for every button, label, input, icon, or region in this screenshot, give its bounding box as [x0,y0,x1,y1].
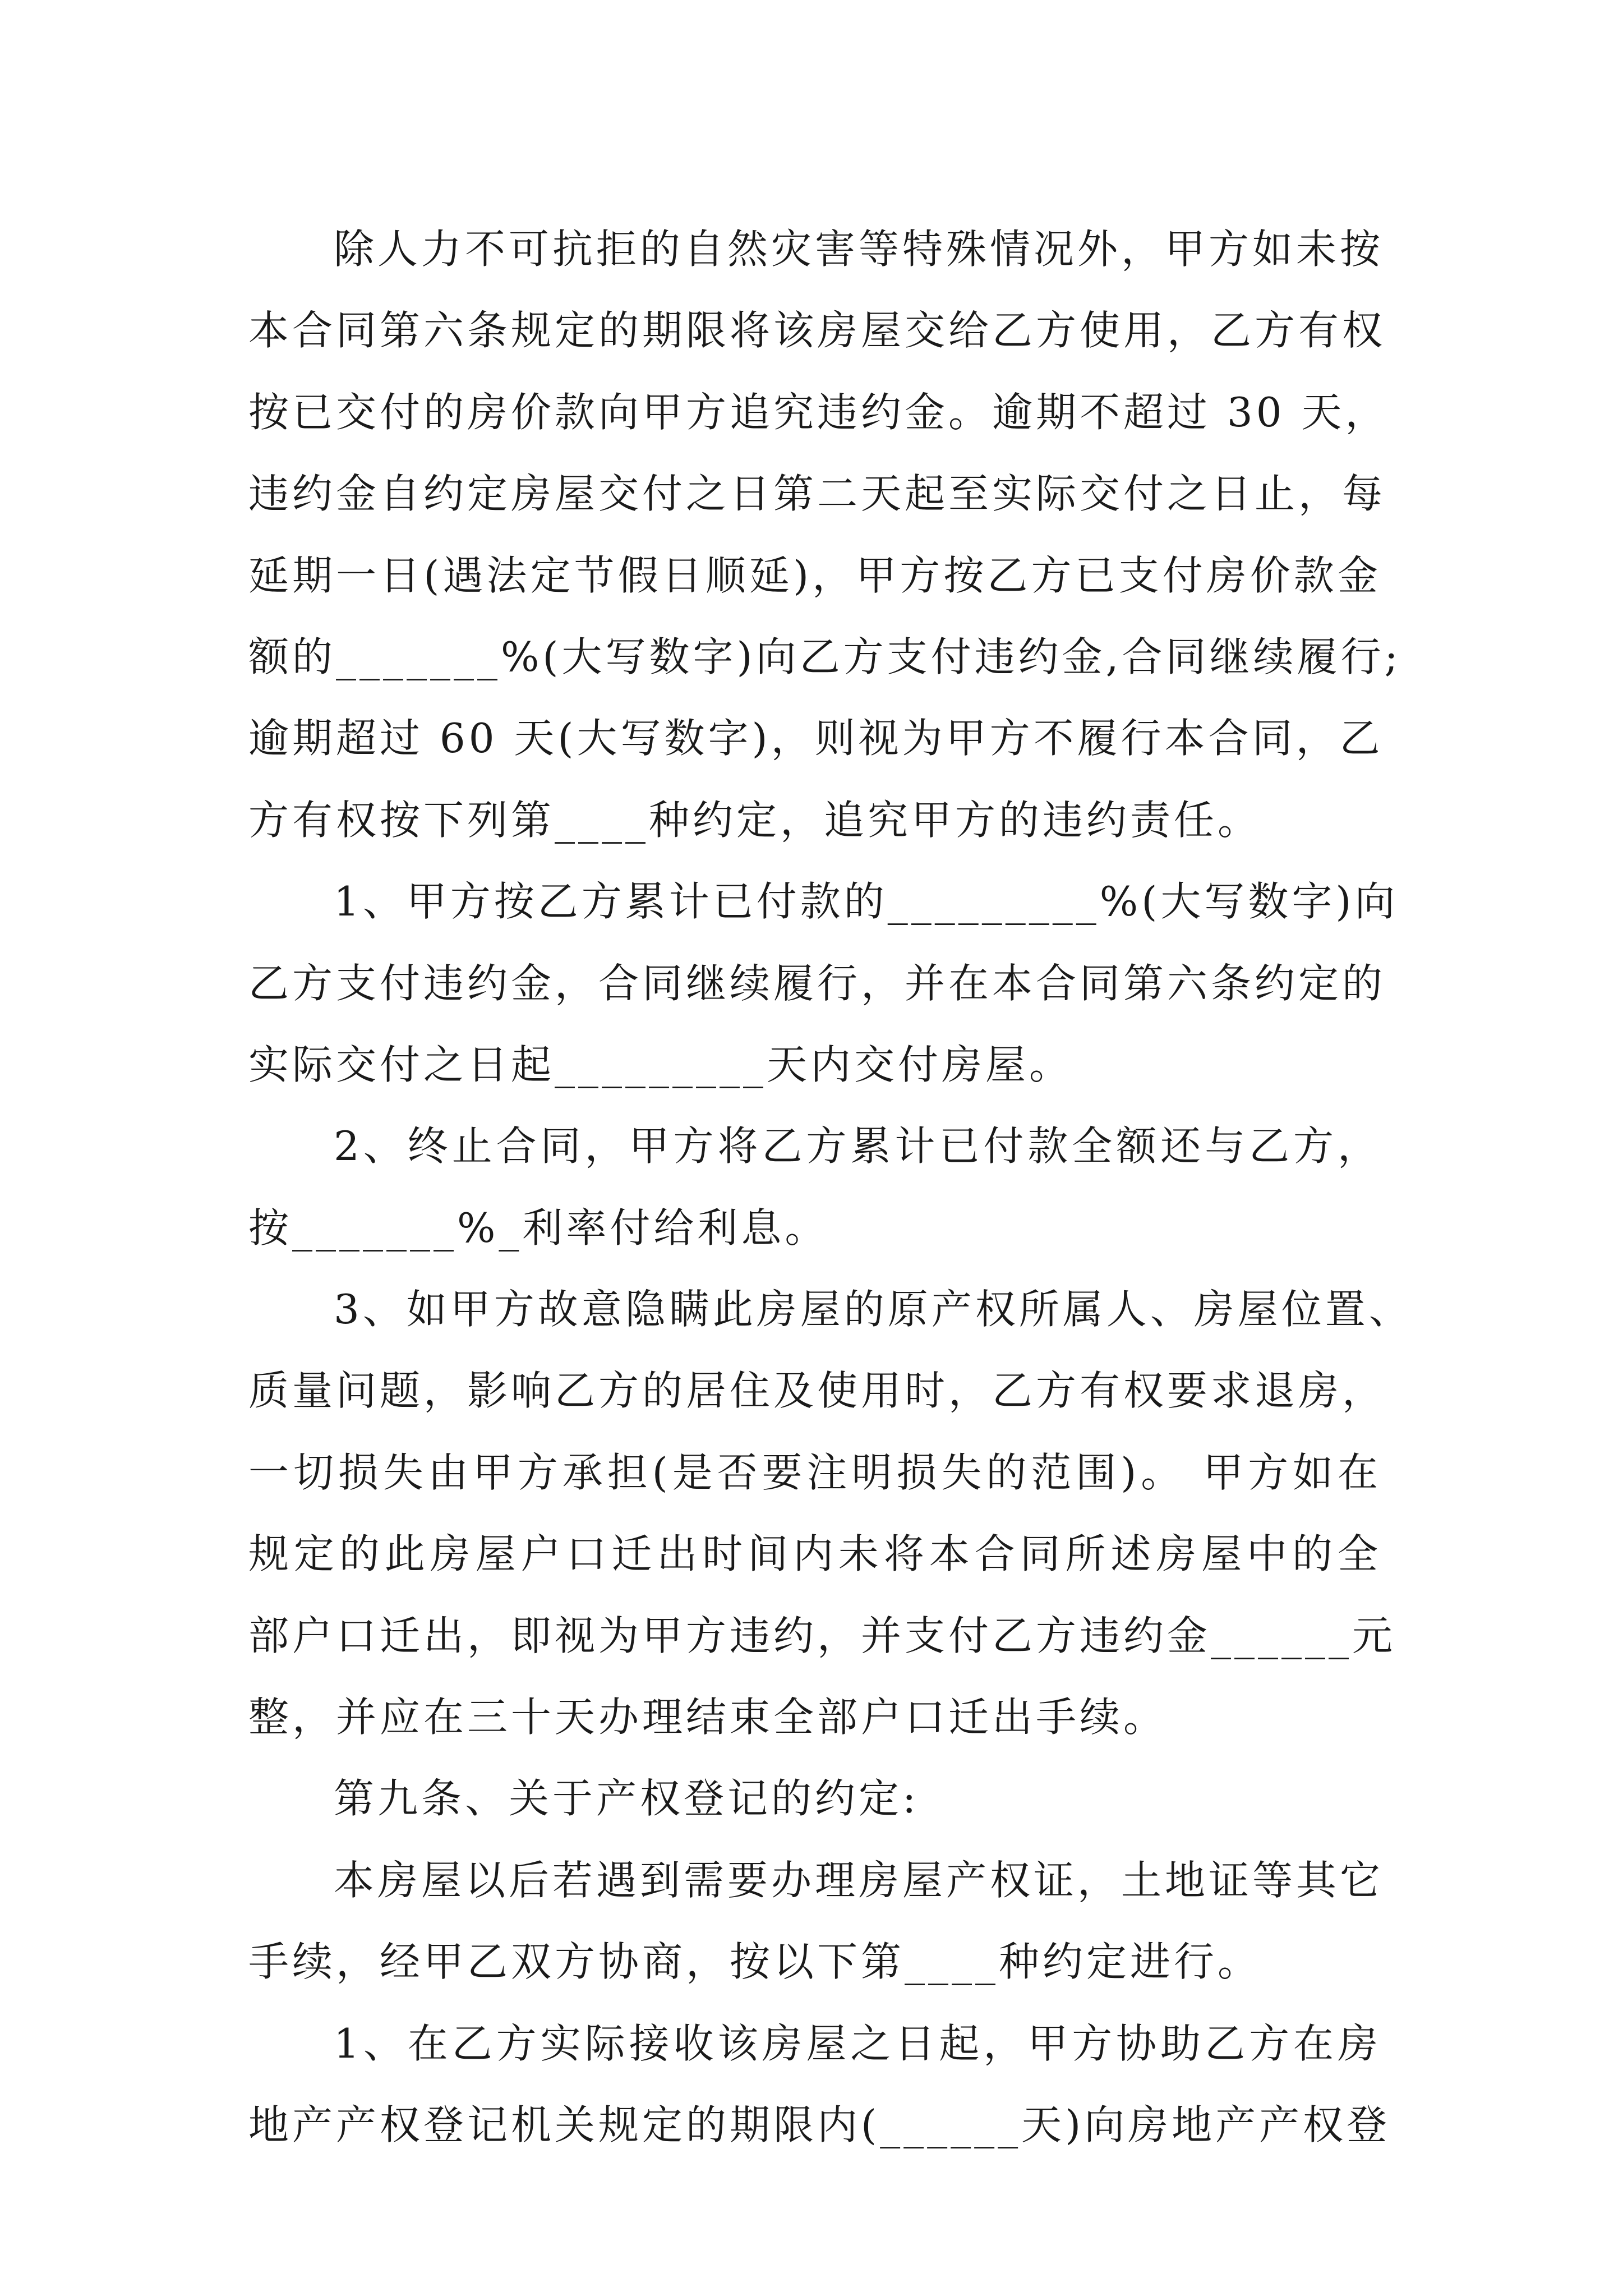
text-line: 延期一日(遇法定节假日顺延)，甲方按乙方已支付房价款金 [248,551,1381,599]
document-body [248,209,1413,2166]
text-line: 一切损失由甲方承担(是否要注明损失的范围)。 甲方如在 [248,1448,1381,1496]
text-line: 地产产权登记机关规定的期限内(______天)向房地产产权登 [248,2101,1391,2148]
text-line: 除人力不可抗拒的自然灾害等特殊情况外，甲方如未按 [334,226,1384,273]
text-line: 额的_______%(大写数字)向乙方支付违约金,合同继续履行; [248,633,1401,680]
text-line: 逾期超过 60 天(大写数字)，则视为甲方不履行本合同，乙 [248,715,1384,762]
text-line: 按_______%_利率付给利息。 [248,1204,829,1251]
text-line: 本房屋以后若遇到需要办理房屋产权证，土地证等其它 [334,1856,1384,1904]
text-line: 部户口迁出，即视为甲方违约，并支付乙方违约金______元 [248,1612,1396,1659]
text-line: 实际交付之日起_________天内交付房屋。 [248,1041,1073,1088]
text-line: 按已交付的房价款向甲方追究违约金。逾期不超过 30 天， [248,388,1389,436]
text-line: 乙方支付违约金，合同继续履行，并在本合同第六条约定的 [248,959,1386,1007]
text-line: 手续，经甲乙双方协商，按以下第____种约定进行。 [248,1938,1262,1986]
text-line: 1、甲方按乙方累计已付款的_________%(大写数字)向 [334,878,1399,926]
text-line: 本合同第六条规定的期限将该房屋交给乙方使用，乙方有权 [248,307,1386,355]
text-line: 整，并应在三十天办理结束全部户口迁出手续。 [248,1694,1168,1741]
text-line: 2、终止合同，甲方将乙方累计已付款全额还与乙方， [334,1122,1381,1170]
text-line: 质量问题，影响乙方的居住及使用时，乙方有权要求退房， [248,1367,1386,1415]
text-line: 方有权按下列第____种约定，追究甲方的违约责任。 [248,796,1262,844]
section-heading: 第九条、关于产权登记的约定: [334,1775,920,1823]
text-line: 规定的此房屋户口迁出时间内未将本合同所述房屋中的全 [248,1530,1381,1578]
text-line: 1、在乙方实际接收该房屋之日起，甲方协助乙方在房 [334,2019,1381,2067]
text-line: 3、如甲方故意隐瞒此房屋的原产权所属人、房屋位置、 [334,1286,1413,1333]
text-line: 违约金自约定房屋交付之日第二天起至实际交付之日止，每 [248,470,1386,518]
